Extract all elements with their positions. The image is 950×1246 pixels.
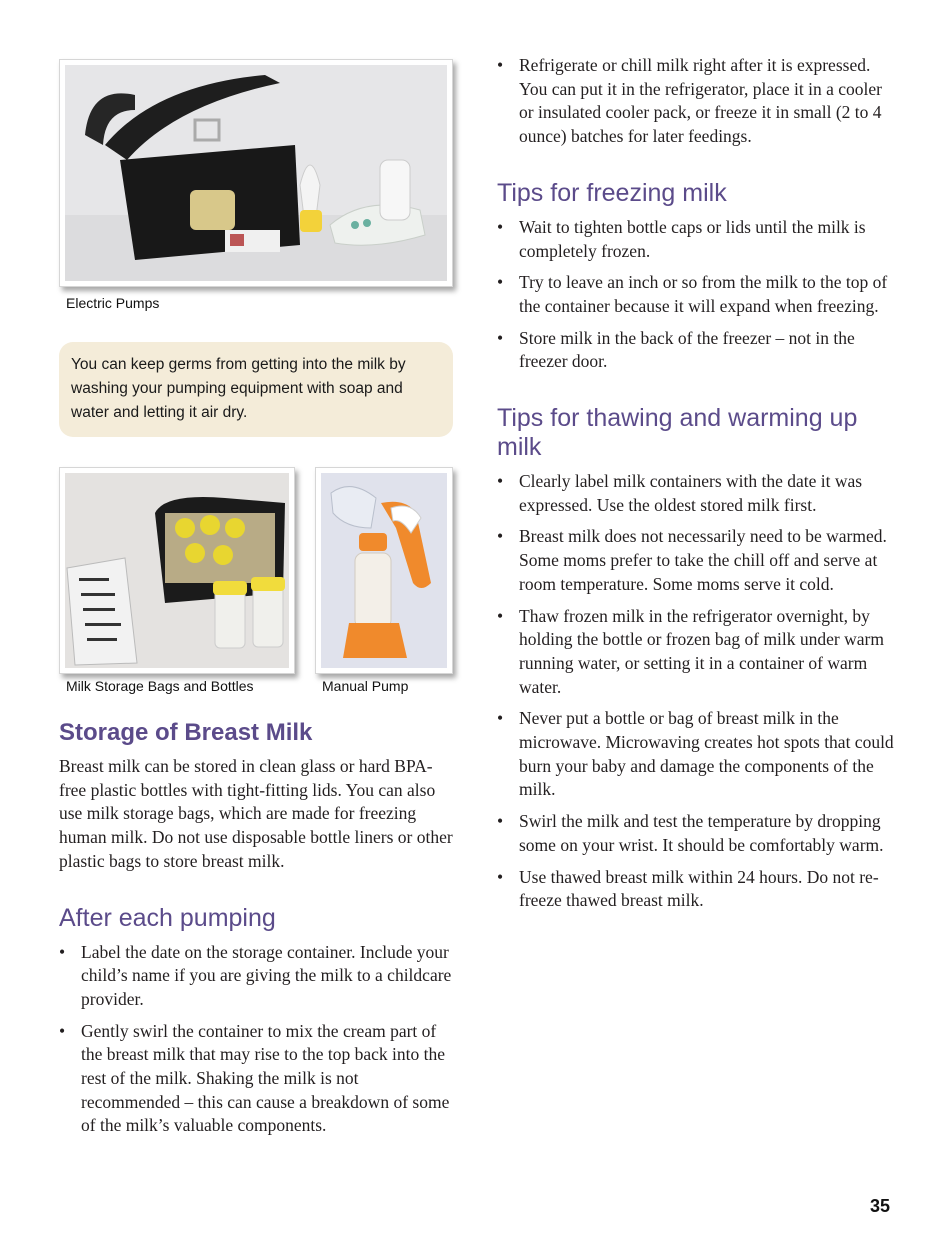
refrigerate-list <box>497 54 897 149</box>
list-item: • Swirl the milk and test the temperature by dropping some on your wrist. It should be comfortably warm. <box>497 811 884 855</box>
caption-storage-bags: Milk Storage Bags and Bottles <box>66 678 254 694</box>
storage-heading: Storage of Breast Milk <box>59 719 313 746</box>
page-number: 35 <box>869 1196 890 1216</box>
after-pumping-heading: After each pumping <box>59 903 276 932</box>
manual-pump-photo <box>315 467 453 674</box>
list-item: • Store milk in the back of the freezer – not in the freezer door. <box>497 327 855 372</box>
germ-tip-callout: You can keep germs from getting into the milk by washing your pumping equipment with soap and water and letting it air dry. <box>59 342 453 437</box>
list-item: • Use thawed breast milk within 24 hours. Do not re-freeze thawed breast milk. <box>497 866 879 911</box>
list-item: • Gently swirl the container to mix the cream part of the breast milk that may rise to the top back into the rest of the milk. Shaking the milk is not recommended – this can cause a breakdown of some of the milk’s valuable components. <box>59 1020 450 1136</box>
electric-pumps-photo <box>59 59 453 287</box>
list-item: • Try to leave an inch or so from the milk to the top of the container because it will expand when freezing. <box>497 272 888 316</box>
list-item: • Never put a bottle or bag of breast milk in the microwave. Microwaving creates hot spots that could burn your baby and damage the components of the milk. <box>497 708 894 800</box>
freezing-heading: Tips for freezing milk <box>497 178 727 207</box>
thawing-heading: Tips for thawing and warming up milk <box>497 404 858 462</box>
left-text-column <box>59 718 459 1138</box>
caption-electric-pumps: Electric Pumps <box>66 295 160 311</box>
list-item: • Label the date on the storage container. Include your child’s name if you are giving the milk to a childcare provider. <box>59 941 452 1009</box>
storage-bags-photo <box>59 467 295 674</box>
list-item: • Thaw frozen milk in the refrigerator overnight, by holding the bottle or frozen bag of milk under warm running water, or setting it in a container of warm water. <box>497 605 884 697</box>
freezing-section <box>497 179 897 374</box>
freezing-list <box>497 216 897 374</box>
list-item: • Clearly label milk containers with the date it was expressed. Use the oldest stored milk first. <box>497 471 863 515</box>
list-item: • Wait to tighten bottle caps or lids until the milk is completely frozen. <box>497 216 866 261</box>
after-pumping-list <box>59 941 459 1139</box>
caption-manual-pump: Manual Pump <box>322 678 409 694</box>
after-pumping-section <box>59 904 459 1139</box>
list-item: • Breast milk does not necessarily need to be warmed. Some moms prefer to take the chill off and serve at room temperature. Some moms serve it cold. <box>497 526 887 594</box>
list-item: • Refrigerate or chill milk right after it is expressed. You can put it in the refrigerator, place it in a cooler or insulated cooler pack, or freeze it in small (2 to 4 ounce) batches for later feedings. <box>497 55 882 147</box>
right-text-column <box>497 54 897 913</box>
thawing-list <box>497 470 897 913</box>
thawing-section <box>497 404 897 913</box>
storage-body: Breast milk can be stored in clean glass or hard BPA-free plastic bottles with tight-fitting lids. You can also use milk storage bags, which are made for freezing human milk. Do not use disposable bottle liners or other plastic bags to store breast milk. <box>59 756 453 871</box>
